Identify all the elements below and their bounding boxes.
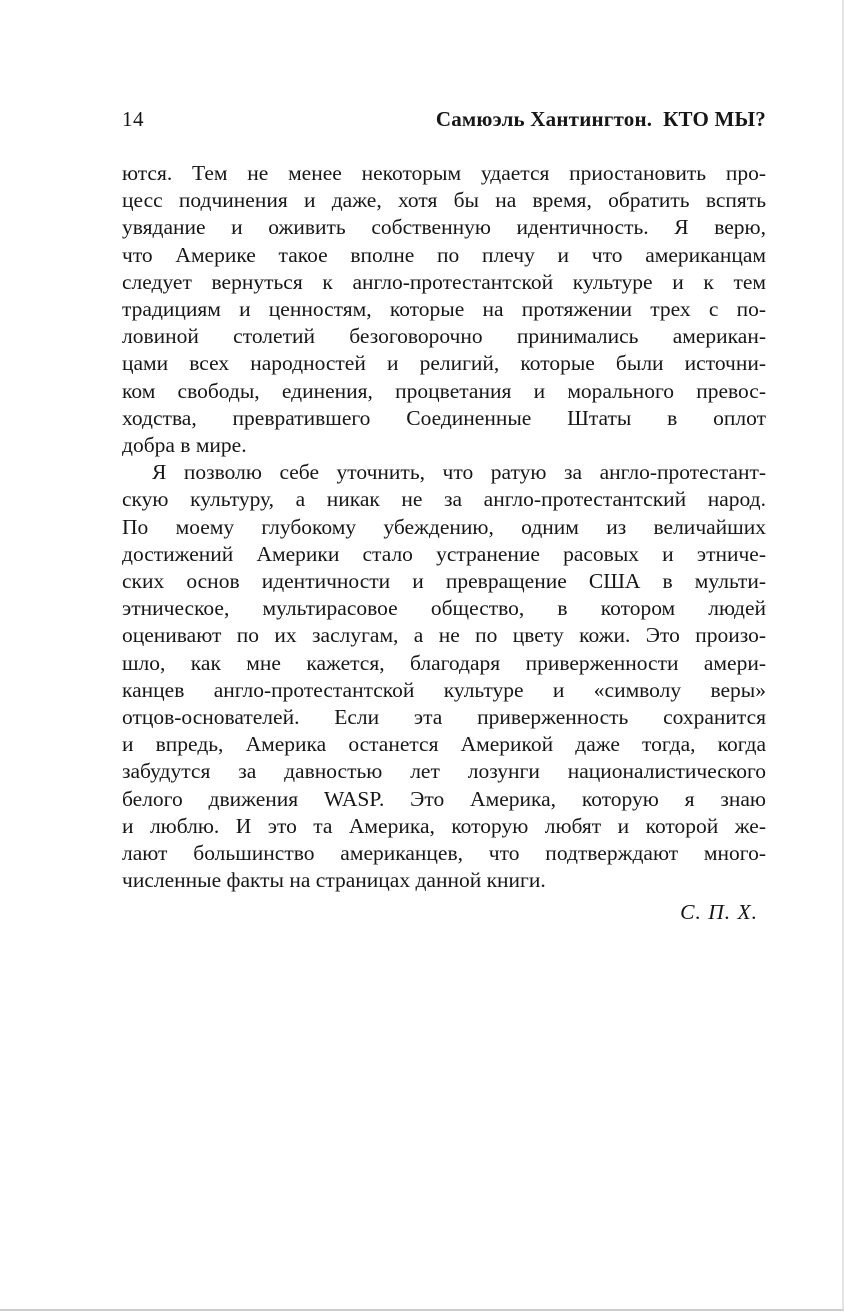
text-line: численные факты на страницах данной книги. — [122, 868, 546, 893]
paragraph — [122, 459, 766, 894]
text-line: лают большинство американцев, что подтверждают много- — [122, 841, 766, 866]
text-line: что Америке такое вполне по плечу и что американцам — [122, 242, 766, 267]
page-body — [122, 160, 766, 927]
text-line: ских основ идентичности и превращение США в мульти- — [122, 569, 766, 594]
text-line: достижений Америки стало устранение расовых и этниче- — [122, 541, 766, 566]
text-line: этническое, мультирасовое общество, в котором людей — [122, 596, 766, 621]
text-line: забудутся за давностью лет лозунги националистического — [122, 759, 766, 784]
text-line: увядание и оживить собственную идентичность. Я верю, — [122, 215, 766, 240]
author-initials: С. П. Х. — [680, 900, 758, 925]
text-line: цесс подчинения и даже, хотя бы на время, обратить вспять — [122, 188, 766, 213]
text-line: скую культуру, а никак не за англо-протестантский народ. — [122, 487, 766, 512]
text-line: ловиной столетий безоговорочно принимались американ- — [122, 324, 766, 349]
text-line: Я позволю себе уточнить, что ратую за англо-протестант- — [152, 460, 766, 485]
text-line: канцев англо-протестантской культуре и «символу веры» — [122, 677, 766, 702]
text-line: следует вернуться к англо-протестантской культуре и к тем — [122, 269, 766, 294]
text-line: оценивают по их заслугам, а не по цвету кожи. Это произо- — [122, 623, 766, 648]
text-line: По моему глубокому убеждению, одним из величайших — [122, 514, 766, 539]
paragraphs-container — [122, 160, 766, 894]
text-line: и впредь, Америка останется Америкой даже тогда, когда — [122, 732, 766, 757]
text-line: традициям и ценностям, которые на протяжении трех с по- — [122, 297, 766, 322]
text-line: ком свободы, единения, процветания и морального превос- — [122, 378, 766, 403]
text-line: и люблю. И это та Америка, которую любят и которой же- — [122, 813, 766, 838]
text-line: отцов-основателей. Если эта приверженность сохранится — [122, 705, 766, 730]
text-line: добра в мире. — [122, 433, 247, 458]
text-line: ются. Тем не менее некоторым удается приостановить про- — [122, 161, 766, 185]
text-line: цами всех народностей и религий, которые были источни- — [122, 351, 766, 376]
running-title: Самюэль Хантингтон. КТО МЫ? — [435, 107, 766, 131]
text-line: шло, как мне кажется, благодаря приверженности амери- — [122, 650, 766, 675]
text-line: ходства, превратившего Соединенные Штаты в оплот — [122, 405, 766, 430]
paragraph — [122, 160, 766, 459]
page-header — [122, 107, 766, 131]
page-number: 14 — [122, 107, 144, 131]
text-line: белого движения WASP. Это Америка, которую я знаю — [122, 786, 766, 811]
